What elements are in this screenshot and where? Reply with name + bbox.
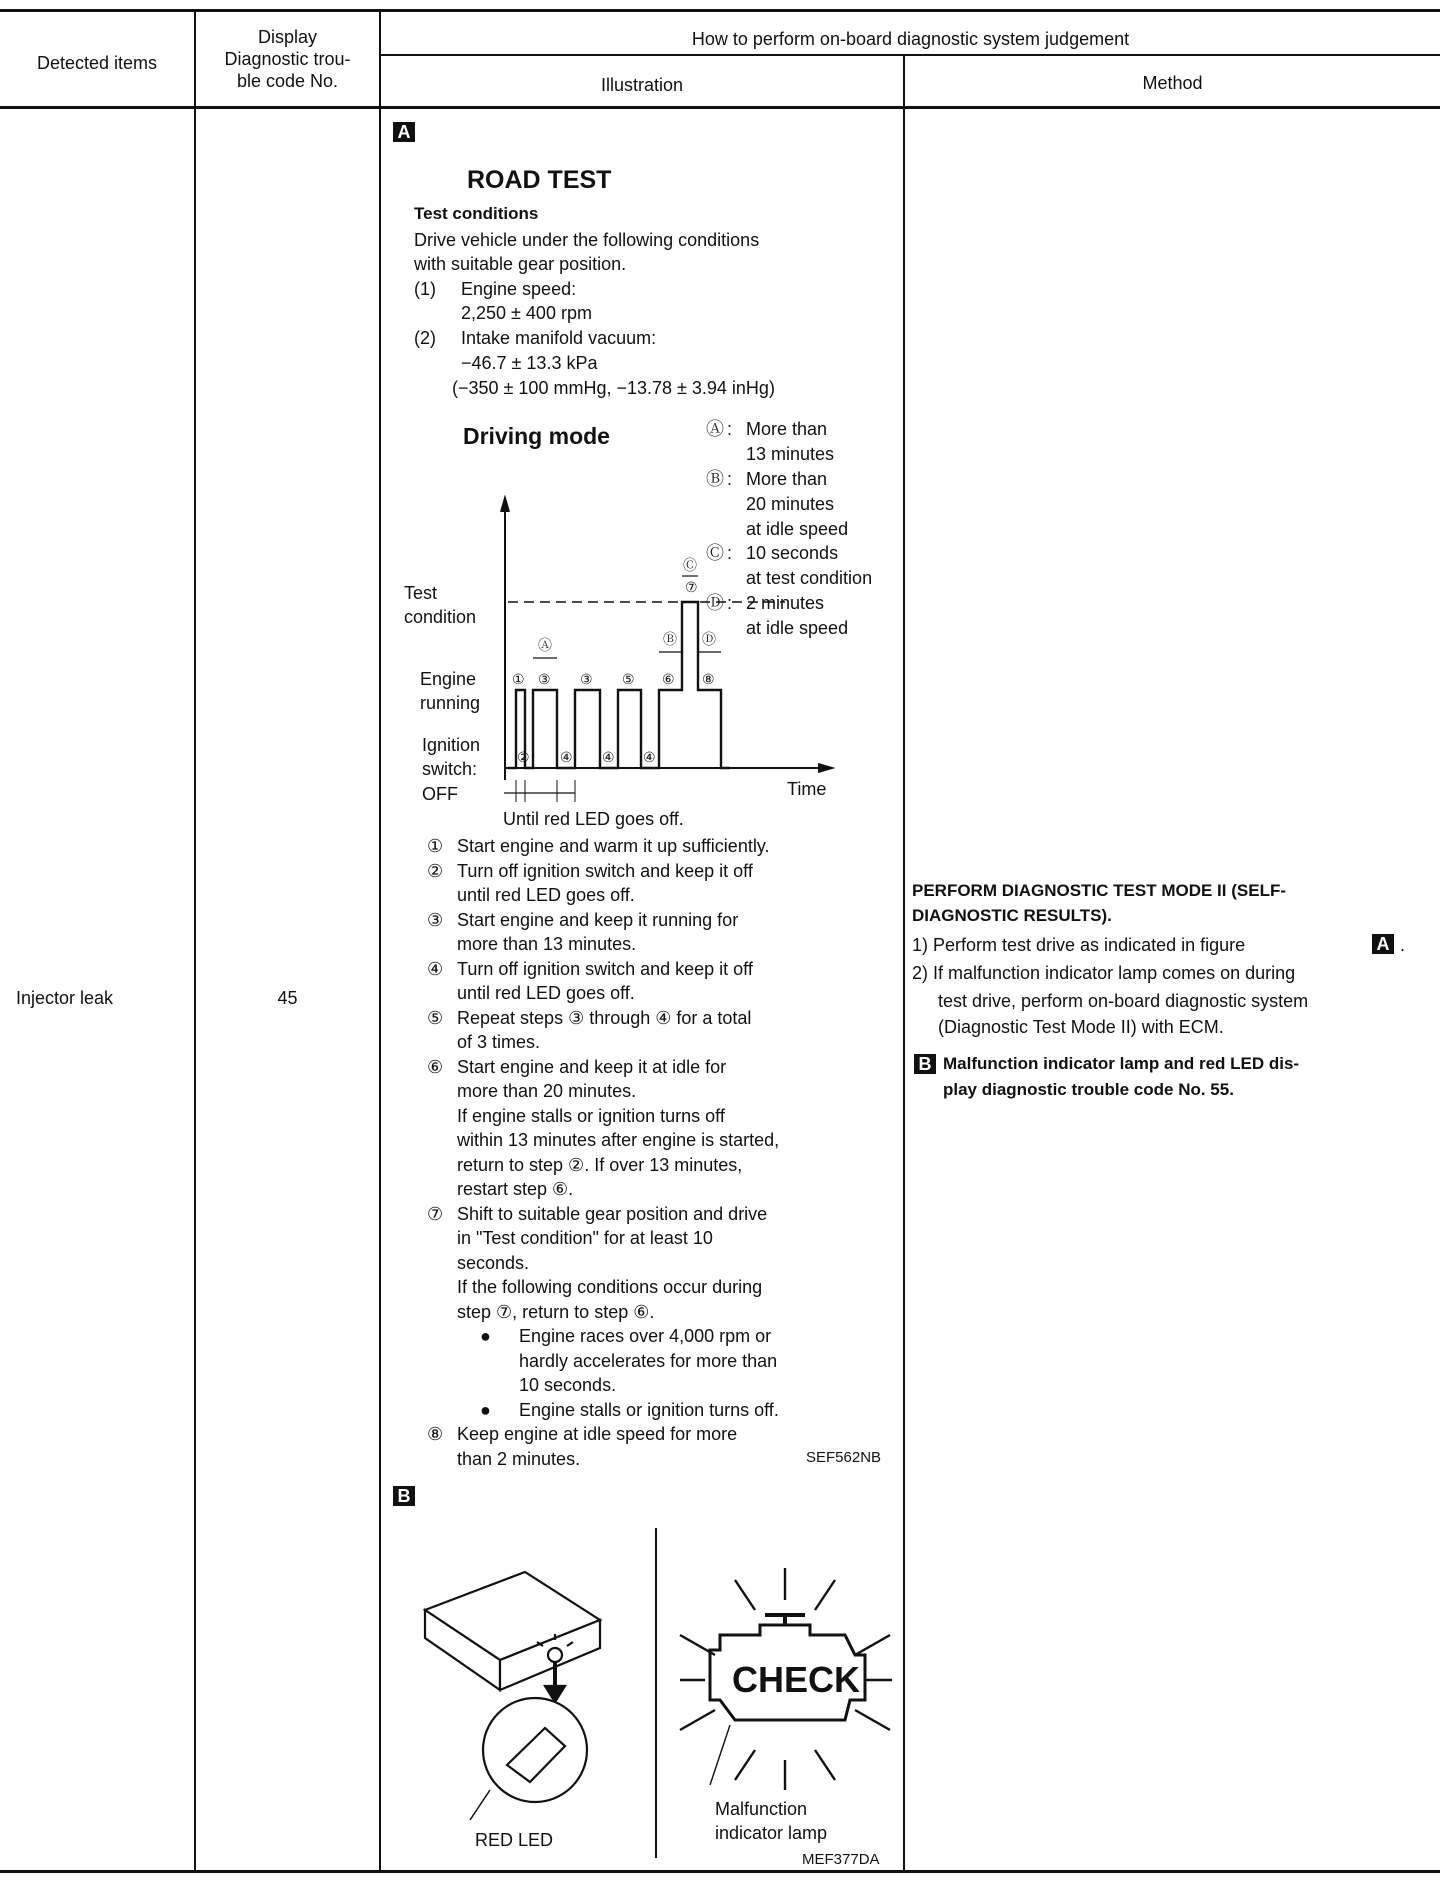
step-line: Start engine and keep it at idle for — [457, 1056, 727, 1077]
legend-key: Ⓒ — [706, 543, 724, 563]
chart-label-time: Time — [787, 779, 827, 799]
chart-step-6: ⑥ — [662, 671, 675, 687]
step-line: Shift to suitable gear position and drive — [457, 1203, 768, 1224]
step-number: ⑦ — [427, 1203, 444, 1224]
table-top-border — [0, 9, 1440, 12]
step-line: Keep engine at idle speed for more — [457, 1424, 738, 1444]
method-heading-line: DIAGNOSTIC RESULTS). — [912, 906, 1112, 925]
figure-a-marker: A — [393, 122, 415, 142]
step-line: If engine stalls or ignition turns off — [457, 1105, 725, 1126]
chart-step-7: ⑦ — [685, 579, 698, 595]
table-bottom-border — [0, 1870, 1440, 1873]
step-line: Repeat steps ③ through ④ for a total — [457, 1007, 752, 1028]
legend-line: 20 minutes — [746, 494, 835, 514]
step-number: ② — [427, 860, 444, 881]
chart-y-arrow — [501, 498, 509, 512]
legend-line: More than — [746, 469, 828, 489]
method-figure-a-marker: A — [1372, 934, 1394, 954]
chart-step-4: ④ — [602, 749, 615, 765]
method-figure-b-marker: B — [914, 1054, 936, 1074]
legend-line: 13 minutes — [746, 444, 835, 464]
led-glow — [548, 1648, 562, 1662]
condition-line: 2,250 ± 400 rpm — [461, 303, 592, 323]
check-text: CHECK — [732, 1659, 861, 1700]
method-item-1: 1) Perform test drive as indicated in figure — [912, 935, 1246, 955]
header-display-line: Display — [257, 27, 318, 47]
condition-line: Engine speed: — [461, 279, 577, 299]
sun-ray — [680, 1710, 715, 1730]
step-line: more than 13 minutes. — [457, 934, 637, 954]
step-line: Start engine and keep it running for — [457, 909, 739, 930]
step-line: than 2 minutes. — [457, 1448, 581, 1469]
step-number: ① — [427, 836, 444, 856]
step-line: Turn off ignition switch and keep it off — [457, 958, 753, 979]
chart-marker-b: Ⓑ — [663, 631, 677, 647]
step-line: in "Test condition" for at least 10 — [457, 1228, 713, 1248]
figure-b-marker: B — [393, 1486, 415, 1506]
red-led-label: RED LED — [475, 1830, 554, 1850]
condition-line: (−350 ± 100 mmHg, −13.78 ± 3.94 inHg) — [452, 378, 775, 398]
header-display-line: ble code No. — [236, 71, 339, 91]
header-display-line: Diagnostic trou- — [224, 49, 351, 69]
method-item-2-line: 2) If malfunction indicator lamp comes on during — [912, 963, 1296, 983]
step-number: ⑥ — [427, 1056, 444, 1077]
chart-step-8: ⑧ — [702, 671, 715, 687]
legend-key: Ⓐ — [706, 419, 724, 439]
method-item-1-end: . — [1400, 935, 1406, 955]
test-conditions-heading: Test conditions — [414, 204, 539, 223]
step-line: restart step ⑥. — [457, 1179, 574, 1199]
bullet-line: Engine races over 4,000 rpm or — [519, 1326, 772, 1346]
method-note-line: Malfunction indicator lamp and red LED dis- — [943, 1054, 1300, 1073]
chart-step-5: ⑤ — [622, 671, 635, 687]
chart-until-led: Until red LED goes off. — [503, 809, 684, 829]
sun-ray — [855, 1635, 890, 1655]
step-line: of 3 times. — [457, 1032, 541, 1052]
col-divider-2 — [379, 10, 381, 1872]
chart-label-switch: switch: — [422, 759, 478, 779]
step-number: ③ — [427, 909, 444, 930]
step-line: within 13 minutes after engine is started, — [457, 1130, 780, 1150]
driving-mode-title: Driving mode — [463, 423, 610, 449]
header-detected-items: Detected items — [36, 53, 158, 73]
step-line: step ⑦, return to step ⑥. — [457, 1301, 655, 1322]
figure-b-divider — [655, 1528, 657, 1858]
chart-step-1: ① — [512, 671, 525, 687]
sun-ray — [855, 1710, 890, 1730]
header-illustration: Illustration — [600, 75, 684, 95]
condition-line: Intake manifold vacuum: — [461, 328, 657, 348]
legend-colon: : — [727, 419, 733, 439]
legend-colon: : — [727, 543, 733, 563]
legend-line: More than — [746, 419, 828, 439]
step-number: ⑤ — [427, 1007, 444, 1028]
step-number: ④ — [427, 958, 444, 979]
step-line: return to step ②. If over 13 minutes, — [457, 1154, 743, 1175]
intro-line: with suitable gear position. — [414, 254, 627, 274]
step-line: Start engine and warm it up sufficiently. — [457, 836, 770, 856]
step-line: until red LED goes off. — [457, 983, 635, 1003]
header-divider — [380, 54, 1440, 56]
ecm-red-led-drawing — [415, 1560, 655, 1860]
figure-b-ref: MEF377DA — [802, 1851, 880, 1868]
chart-step-3: ③ — [580, 671, 593, 687]
legend-colon: : — [727, 469, 733, 489]
mil-label-line: indicator lamp — [715, 1823, 828, 1843]
trouble-code-value: 45 — [277, 988, 298, 1008]
sun-ray — [735, 1580, 755, 1610]
chart-step-4: ④ — [643, 749, 656, 765]
chart-step-4: ④ — [560, 749, 573, 765]
legend-colon: : — [727, 593, 733, 613]
step-number: ⑧ — [427, 1424, 444, 1444]
legend-line: 2 minutes — [746, 593, 825, 613]
bullet-line: 10 seconds. — [519, 1375, 617, 1395]
header-how-to: How to perform on-board diagnostic system judgement — [691, 29, 1130, 49]
chart-step-3: ③ — [538, 671, 551, 687]
legend-line: at idle speed — [746, 618, 849, 638]
road-test-title: ROAD TEST — [467, 166, 612, 194]
legend-key: Ⓓ — [706, 593, 724, 613]
bullet-icon: ● — [480, 1399, 491, 1420]
leader-line — [470, 1790, 490, 1820]
sun-ray — [815, 1750, 835, 1780]
step-line: Turn off ignition switch and keep it off — [457, 860, 753, 881]
step-line: more than 20 minutes. — [457, 1081, 637, 1101]
legend-line: at test condition — [746, 568, 873, 588]
chart-label-test: Test — [404, 583, 438, 603]
method-item-2-line: (Diagnostic Test Mode II) with ECM. — [938, 1017, 1224, 1037]
col-divider-1 — [194, 10, 196, 1872]
header-display-code — [196, 26, 379, 92]
chart-label-engine: Engine — [420, 669, 477, 689]
header-bottom-border — [0, 106, 1440, 109]
method-item-2-line: test drive, perform on-board diagnostic system — [938, 991, 1309, 1011]
intro-line: Drive vehicle under the following conditions — [414, 230, 760, 250]
sun-ray — [735, 1750, 755, 1780]
chart-x-arrow — [818, 764, 832, 772]
figure-a-ref: SEF562NB — [806, 1449, 882, 1466]
condition-number: (1) — [414, 279, 436, 299]
chart-label-off: OFF — [422, 784, 458, 804]
legend-line: 10 seconds — [746, 543, 839, 563]
chart-marker-c: Ⓒ — [683, 557, 697, 573]
bullet-icon: ● — [480, 1326, 491, 1346]
leader-line — [710, 1725, 730, 1785]
step-line: If the following conditions occur during — [457, 1277, 763, 1297]
bullet-line: hardly accelerates for more than — [519, 1350, 778, 1371]
condition-number: (2) — [414, 328, 436, 348]
chart-step-2: ② — [517, 749, 530, 765]
sun-ray — [815, 1580, 835, 1610]
chart-label-running: running — [420, 693, 481, 713]
step-line: seconds. — [457, 1252, 530, 1273]
legend-key: Ⓑ — [706, 469, 724, 489]
mil-label-line: Malfunction — [715, 1799, 808, 1819]
method-heading-line: PERFORM DIAGNOSTIC TEST MODE II (SELF- — [912, 881, 1286, 900]
detected-item-value: Injector leak — [16, 988, 114, 1008]
bullet-line: Engine stalls or ignition turns off. — [519, 1399, 779, 1420]
step-line: until red LED goes off. — [457, 885, 635, 905]
chart-marker-a: Ⓐ — [538, 637, 552, 653]
condition-line: −46.7 ± 13.3 kPa — [461, 353, 598, 373]
chart-label-condition: condition — [404, 607, 477, 627]
method-note-line: play diagnostic trouble code No. 55. — [943, 1080, 1234, 1099]
chart-label-ignition: Ignition — [422, 735, 481, 755]
chart-marker-d: Ⓓ — [702, 631, 716, 647]
header-method: Method — [1142, 73, 1203, 93]
legend-line: at idle speed — [746, 519, 849, 539]
